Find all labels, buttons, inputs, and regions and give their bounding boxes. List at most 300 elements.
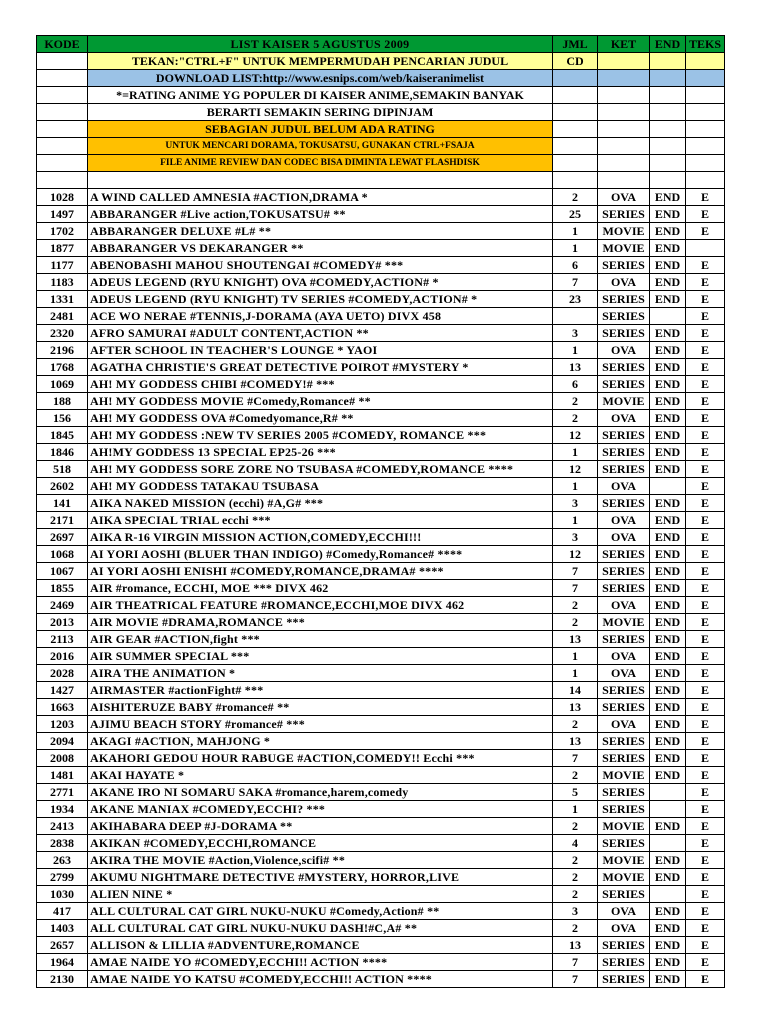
jml-cell (553, 308, 598, 325)
jml-cell: 7 (553, 580, 598, 597)
table-row (37, 393, 725, 410)
note-rating-1: *=RATING ANIME YG POPULER DI KAISER ANIME,SEMAKIN BANYAK (88, 87, 553, 104)
blank-cell (598, 104, 650, 121)
code-cell: 1497 (37, 206, 88, 223)
blank-cell (553, 70, 598, 87)
blank-cell (37, 172, 88, 189)
ket-cell: MOVIE (598, 393, 650, 410)
title-cell: AJIMU BEACH STORY #romance# *** (88, 716, 553, 733)
jml-cell: 13 (553, 359, 598, 376)
teks-cell: E (686, 733, 725, 750)
teks-cell: E (686, 869, 725, 886)
ket-cell: MOVIE (598, 767, 650, 784)
table-row (37, 427, 725, 444)
ket-cell: OVA (598, 189, 650, 206)
blank-cell (650, 87, 686, 104)
note-row-tekan (37, 53, 725, 70)
code-cell: 1877 (37, 240, 88, 257)
ket-cell: SERIES (598, 886, 650, 903)
blank-cell (598, 121, 650, 138)
teks-cell: E (686, 257, 725, 274)
jml-cell: 1 (553, 648, 598, 665)
blank-cell (37, 104, 88, 121)
blank-cell (37, 70, 88, 87)
blank-cell (686, 138, 725, 155)
teks-cell: E (686, 274, 725, 291)
title-cell: AKANE IRO NI SOMARU SAKA #romance,harem,comedy (88, 784, 553, 801)
jml-cell: 2 (553, 189, 598, 206)
title-cell: ALL CULTURAL CAT GIRL NUKU-NUKU #Comedy,Action# ** (88, 903, 553, 920)
table-row (37, 920, 725, 937)
code-cell: 1846 (37, 444, 88, 461)
title-cell: AFRO SAMURAI #ADULT CONTENT,ACTION ** (88, 325, 553, 342)
jml-cell: 2 (553, 920, 598, 937)
end-cell: END (650, 529, 686, 546)
title-cell: A WIND CALLED AMNESIA #ACTION,DRAMA * (88, 189, 553, 206)
jml-cell: 7 (553, 750, 598, 767)
code-cell: 2657 (37, 937, 88, 954)
blank-cell (650, 53, 686, 70)
ket-cell: MOVIE (598, 818, 650, 835)
note-review: FILE ANIME REVIEW DAN CODEC BISA DIMINTA LEWAT FLASHDISK (88, 155, 553, 172)
title-cell: AH! MY GODDESS SORE ZORE NO TSUBASA #COMEDY,ROMANCE **** (88, 461, 553, 478)
title-cell: ADEUS LEGEND (RYU KNIGHT) OVA #COMEDY,ACTION# * (88, 274, 553, 291)
table-row (37, 869, 725, 886)
teks-cell: E (686, 886, 725, 903)
jml-cell: 1 (553, 665, 598, 682)
ket-cell: SERIES (598, 971, 650, 988)
teks-cell: E (686, 325, 725, 342)
title-cell: AIRA THE ANIMATION * (88, 665, 553, 682)
table-row (37, 954, 725, 971)
jml-cell: 1 (553, 512, 598, 529)
teks-cell: E (686, 478, 725, 495)
end-cell: END (650, 869, 686, 886)
table-row (37, 240, 725, 257)
table-row (37, 648, 725, 665)
ket-cell: SERIES (598, 563, 650, 580)
ket-cell: SERIES (598, 733, 650, 750)
ket-cell: OVA (598, 665, 650, 682)
end-cell: END (650, 291, 686, 308)
teks-cell: E (686, 342, 725, 359)
end-cell: END (650, 631, 686, 648)
table-row (37, 903, 725, 920)
blank-cell (553, 87, 598, 104)
title-cell: AFTER SCHOOL IN TEACHER'S LOUNGE * YAOI (88, 342, 553, 359)
code-cell: 2113 (37, 631, 88, 648)
jml-cell: 4 (553, 835, 598, 852)
column-header-jml: JML (553, 36, 598, 53)
note-row-rating2 (37, 104, 725, 121)
table-row (37, 631, 725, 648)
ket-cell: MOVIE (598, 869, 650, 886)
teks-cell: E (686, 852, 725, 869)
jml-cell: 12 (553, 546, 598, 563)
end-cell: END (650, 954, 686, 971)
ket-cell: MOVIE (598, 223, 650, 240)
code-cell: 1028 (37, 189, 88, 206)
table-row (37, 274, 725, 291)
end-cell: END (650, 920, 686, 937)
title-cell: AIR SUMMER SPECIAL *** (88, 648, 553, 665)
teks-cell: E (686, 682, 725, 699)
ket-cell: OVA (598, 920, 650, 937)
title-cell: AKAI HAYATE * (88, 767, 553, 784)
end-cell: END (650, 648, 686, 665)
table-row (37, 852, 725, 869)
code-cell: 2013 (37, 614, 88, 631)
blank-cell (650, 172, 686, 189)
code-cell: 1845 (37, 427, 88, 444)
title-cell: ADEUS LEGEND (RYU KNIGHT) TV SERIES #COMEDY,ACTION# * (88, 291, 553, 308)
spacer-row (37, 172, 725, 189)
note-row-download (37, 70, 725, 87)
end-cell: END (650, 359, 686, 376)
table-row (37, 597, 725, 614)
blank-cell (650, 70, 686, 87)
end-cell: END (650, 852, 686, 869)
end-cell: END (650, 767, 686, 784)
note-download-link[interactable]: DOWNLOAD LIST:http://www.esnips.com/web/kaiseranimelist (88, 70, 553, 87)
jml-cell: 14 (553, 682, 598, 699)
end-cell: END (650, 495, 686, 512)
column-header-ket: KET (598, 36, 650, 53)
title-cell: AGATHA CHRISTIE'S GREAT DETECTIVE POIROT #MYSTERY * (88, 359, 553, 376)
code-cell: 2196 (37, 342, 88, 359)
blank-cell (553, 172, 598, 189)
blank-cell (37, 87, 88, 104)
list-title: LIST KAISER 5 AGUSTUS 2009 (88, 36, 553, 53)
end-cell: END (650, 461, 686, 478)
table-row (37, 189, 725, 206)
end-cell: END (650, 376, 686, 393)
end-cell: END (650, 699, 686, 716)
jml-cell: 7 (553, 971, 598, 988)
blank-cell (686, 53, 725, 70)
title-cell: AKAGI #ACTION, MAHJONG * (88, 733, 553, 750)
code-cell: 2697 (37, 529, 88, 546)
jml-cell: 6 (553, 376, 598, 393)
table-row (37, 580, 725, 597)
jml-cell: 2 (553, 716, 598, 733)
end-cell: END (650, 512, 686, 529)
end-cell: END (650, 206, 686, 223)
blank-cell (553, 138, 598, 155)
teks-cell: E (686, 546, 725, 563)
code-cell: 156 (37, 410, 88, 427)
title-cell: ACE WO NERAE #TENNIS,J-DORAMA (AYA UETO) DIVX 458 (88, 308, 553, 325)
blank-cell (686, 87, 725, 104)
code-cell: 1177 (37, 257, 88, 274)
table-row (37, 478, 725, 495)
ket-cell: OVA (598, 648, 650, 665)
end-cell: END (650, 665, 686, 682)
ket-cell: SERIES (598, 937, 650, 954)
teks-cell: E (686, 393, 725, 410)
teks-cell: E (686, 937, 725, 954)
teks-cell: E (686, 920, 725, 937)
anime-list-table (36, 35, 725, 988)
end-cell: END (650, 444, 686, 461)
blank-cell (553, 104, 598, 121)
teks-cell: E (686, 835, 725, 852)
code-cell: 1427 (37, 682, 88, 699)
teks-cell: E (686, 954, 725, 971)
ket-cell: SERIES (598, 750, 650, 767)
title-cell: AISHITERUZE BABY #romance# ** (88, 699, 553, 716)
end-cell: END (650, 937, 686, 954)
end-cell: END (650, 903, 686, 920)
code-cell: 1964 (37, 954, 88, 971)
blank-cell (598, 138, 650, 155)
blank-cell (598, 87, 650, 104)
code-cell: 1069 (37, 376, 88, 393)
end-cell: END (650, 546, 686, 563)
end-cell: END (650, 410, 686, 427)
title-cell: AKIKAN #COMEDY,ECCHI,ROMANCE (88, 835, 553, 852)
title-cell: AKIRA THE MOVIE #Action,Violence,scifi# ** (88, 852, 553, 869)
ket-cell: SERIES (598, 291, 650, 308)
blank-cell (37, 53, 88, 70)
ket-cell: SERIES (598, 954, 650, 971)
teks-cell: E (686, 529, 725, 546)
table-row (37, 291, 725, 308)
jml-cell: 12 (553, 461, 598, 478)
code-cell: 2469 (37, 597, 88, 614)
note-row-dorama (37, 138, 725, 155)
code-cell: 2094 (37, 733, 88, 750)
table-row (37, 733, 725, 750)
title-cell: ABBARANGER #Live action,TOKUSATSU# ** (88, 206, 553, 223)
code-cell: 1768 (37, 359, 88, 376)
ket-cell: SERIES (598, 376, 650, 393)
code-cell: 2481 (37, 308, 88, 325)
title-cell: AIR MOVIE #DRAMA,ROMANCE *** (88, 614, 553, 631)
teks-cell: E (686, 495, 725, 512)
ket-cell: SERIES (598, 444, 650, 461)
title-cell: AIKA SPECIAL TRIAL ecchi *** (88, 512, 553, 529)
code-cell: 1068 (37, 546, 88, 563)
blank-cell (598, 70, 650, 87)
ket-cell: SERIES (598, 631, 650, 648)
blank-cell (553, 121, 598, 138)
column-header-end: END (650, 36, 686, 53)
title-cell: AH! MY GODDESS :NEW TV SERIES 2005 #COMEDY, ROMANCE *** (88, 427, 553, 444)
table-row (37, 937, 725, 954)
teks-cell: E (686, 818, 725, 835)
table-row (37, 529, 725, 546)
ket-cell: MOVIE (598, 240, 650, 257)
ket-cell: SERIES (598, 257, 650, 274)
end-cell: END (650, 274, 686, 291)
code-cell: 1403 (37, 920, 88, 937)
teks-cell: E (686, 750, 725, 767)
jml-cell: 3 (553, 903, 598, 920)
ket-cell: SERIES (598, 495, 650, 512)
table-row (37, 546, 725, 563)
ket-cell: SERIES (598, 206, 650, 223)
code-cell: 2838 (37, 835, 88, 852)
table-row (37, 665, 725, 682)
ket-cell: OVA (598, 529, 650, 546)
jml-cell: 1 (553, 223, 598, 240)
code-cell: 1481 (37, 767, 88, 784)
note-cd: CD (553, 53, 598, 70)
title-cell: AH! MY GODDESS OVA #Comedyomance,R# ** (88, 410, 553, 427)
code-cell: 417 (37, 903, 88, 920)
blank-cell (650, 155, 686, 172)
table-row (37, 410, 725, 427)
teks-cell: E (686, 563, 725, 580)
end-cell (650, 835, 686, 852)
code-cell: 263 (37, 852, 88, 869)
teks-cell: E (686, 223, 725, 240)
jml-cell: 3 (553, 325, 598, 342)
teks-cell: E (686, 206, 725, 223)
title-cell: ABBARANGER VS DEKARANGER ** (88, 240, 553, 257)
teks-cell: E (686, 614, 725, 631)
blank-cell (598, 53, 650, 70)
table-row (37, 767, 725, 784)
jml-cell: 5 (553, 784, 598, 801)
title-cell: AKUMU NIGHTMARE DETECTIVE #MYSTERY, HORROR,LIVE (88, 869, 553, 886)
note-rating-2: BERARTI SEMAKIN SERING DIPINJAM (88, 104, 553, 121)
code-cell: 2028 (37, 665, 88, 682)
table-row (37, 359, 725, 376)
teks-cell: E (686, 291, 725, 308)
teks-cell: E (686, 580, 725, 597)
table-row (37, 886, 725, 903)
title-cell: AH!MY GODDESS 13 SPECIAL EP25-26 *** (88, 444, 553, 461)
ket-cell: SERIES (598, 427, 650, 444)
jml-cell: 1 (553, 444, 598, 461)
ket-cell: SERIES (598, 835, 650, 852)
teks-cell: E (686, 665, 725, 682)
code-cell: 2799 (37, 869, 88, 886)
table-row (37, 495, 725, 512)
teks-cell: E (686, 512, 725, 529)
title-cell: AKANE MANIAX #COMEDY,ECCHI? *** (88, 801, 553, 818)
ket-cell: OVA (598, 512, 650, 529)
jml-cell: 2 (553, 886, 598, 903)
table-row (37, 818, 725, 835)
teks-cell: E (686, 444, 725, 461)
note-row-review (37, 155, 725, 172)
title-cell: ALLISON & LILLIA #ADVENTURE,ROMANCE (88, 937, 553, 954)
jml-cell: 2 (553, 410, 598, 427)
code-cell: 2771 (37, 784, 88, 801)
blank-cell (37, 138, 88, 155)
teks-cell: E (686, 461, 725, 478)
ket-cell: SERIES (598, 784, 650, 801)
jml-cell: 2 (553, 852, 598, 869)
code-cell: 1030 (37, 886, 88, 903)
table-row (37, 461, 725, 478)
jml-cell: 3 (553, 529, 598, 546)
jml-cell: 1 (553, 342, 598, 359)
ket-cell: SERIES (598, 461, 650, 478)
note-row-belum (37, 121, 725, 138)
code-cell: 2320 (37, 325, 88, 342)
code-cell: 2016 (37, 648, 88, 665)
code-cell: 1663 (37, 699, 88, 716)
table-row (37, 206, 725, 223)
jml-cell: 2 (553, 597, 598, 614)
code-cell: 188 (37, 393, 88, 410)
code-cell: 1702 (37, 223, 88, 240)
table-row (37, 682, 725, 699)
code-cell: 1934 (37, 801, 88, 818)
table-row (37, 784, 725, 801)
title-cell: ABENOBASHI MAHOU SHOUTENGAI #COMEDY# *** (88, 257, 553, 274)
note-tekan: TEKAN:"CTRL+F" UNTUK MEMPERMUDAH PENCARIAN JUDUL (88, 53, 553, 70)
table-row (37, 563, 725, 580)
title-cell: AH! MY GODDESS CHIBI #COMEDY!# *** (88, 376, 553, 393)
code-cell: 2130 (37, 971, 88, 988)
code-cell: 2171 (37, 512, 88, 529)
jml-cell: 2 (553, 614, 598, 631)
ket-cell: SERIES (598, 580, 650, 597)
table-row (37, 257, 725, 274)
blank-cell (650, 104, 686, 121)
teks-cell: E (686, 376, 725, 393)
code-cell: 141 (37, 495, 88, 512)
title-cell: AKAHORI GEDOU HOUR RABUGE #ACTION,COMEDY!! Ecchi *** (88, 750, 553, 767)
title-cell: AMAE NAIDE YO #COMEDY,ECCHI!! ACTION **** (88, 954, 553, 971)
note-row-rating1 (37, 87, 725, 104)
blank-cell (686, 172, 725, 189)
teks-cell: E (686, 189, 725, 206)
code-cell: 1331 (37, 291, 88, 308)
table-row (37, 512, 725, 529)
ket-cell: OVA (598, 410, 650, 427)
blank-cell (686, 104, 725, 121)
jml-cell: 2 (553, 393, 598, 410)
teks-cell: E (686, 359, 725, 376)
code-cell: 1067 (37, 563, 88, 580)
end-cell: END (650, 325, 686, 342)
table-row (37, 716, 725, 733)
title-cell: ALIEN NINE * (88, 886, 553, 903)
ket-cell: SERIES (598, 699, 650, 716)
jml-cell: 1 (553, 240, 598, 257)
title-cell: AI YORI AOSHI (BLUER THAN INDIGO) #Comedy,Romance# **** (88, 546, 553, 563)
end-cell: END (650, 971, 686, 988)
title-cell: AIR GEAR #ACTION,fight *** (88, 631, 553, 648)
blank-cell (650, 121, 686, 138)
title-cell: ALL CULTURAL CAT GIRL NUKU-NUKU DASH!#C,A# ** (88, 920, 553, 937)
end-cell: END (650, 716, 686, 733)
table-row (37, 325, 725, 342)
title-cell: AH! MY GODDESS MOVIE #Comedy,Romance# ** (88, 393, 553, 410)
end-cell (650, 308, 686, 325)
jml-cell: 2 (553, 767, 598, 784)
teks-cell: E (686, 427, 725, 444)
table-row (37, 971, 725, 988)
end-cell: END (650, 240, 686, 257)
ket-cell: SERIES (598, 546, 650, 563)
teks-cell: E (686, 648, 725, 665)
title-cell: AKIHABARA DEEP #J-DORAMA ** (88, 818, 553, 835)
note-belum-rating: SEBAGIAN JUDUL BELUM ADA RATING (88, 121, 553, 138)
blank-cell (686, 155, 725, 172)
code-cell: 2008 (37, 750, 88, 767)
code-cell: 1203 (37, 716, 88, 733)
code-cell: 518 (37, 461, 88, 478)
end-cell: END (650, 733, 686, 750)
jml-cell: 25 (553, 206, 598, 223)
